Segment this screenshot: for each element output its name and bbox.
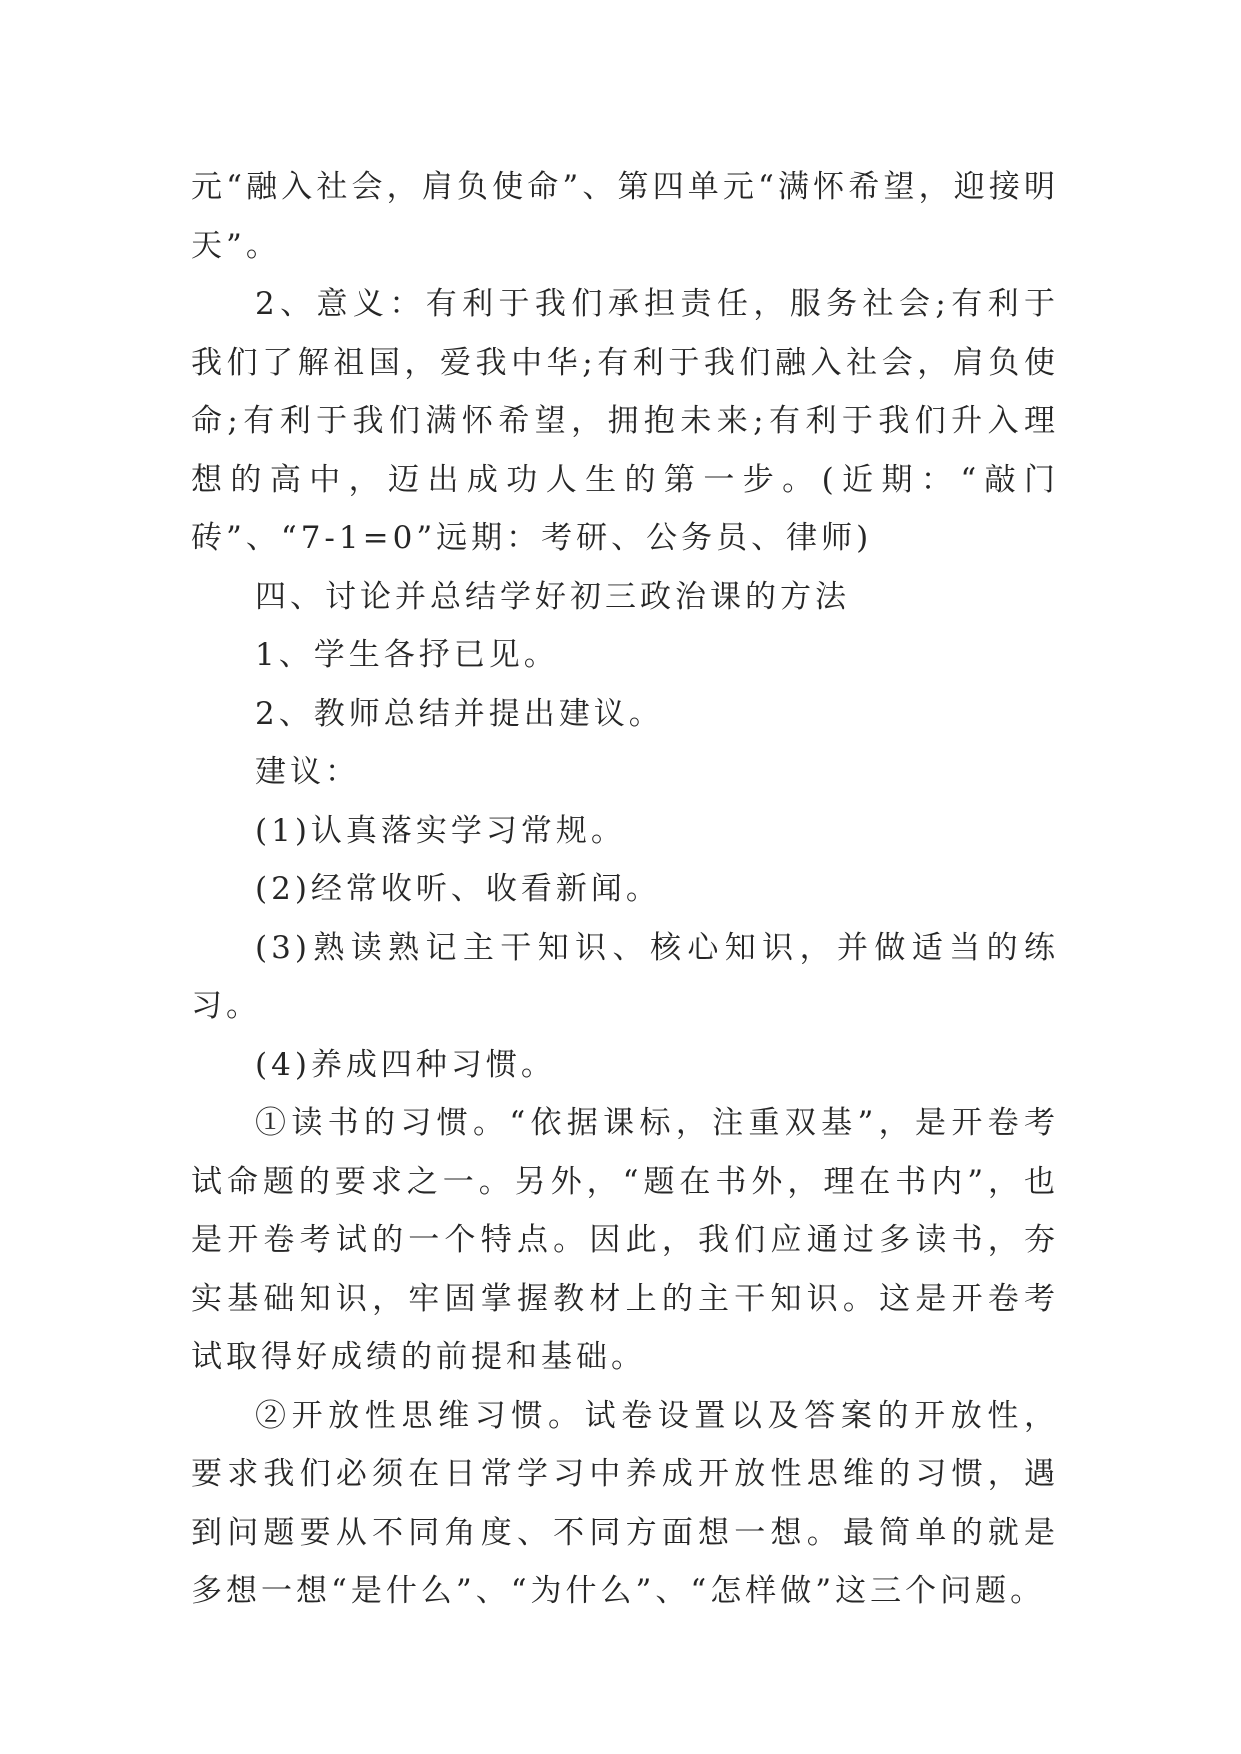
section-heading-methods: 四、讨论并总结学好初三政治课的方法 bbox=[255, 578, 850, 615]
paragraph-continuation: 元“融入社会，肩负使命”、第四单元“满怀希望，迎接明天”。 bbox=[191, 169, 1059, 264]
paragraph-teacher-summary: 2、教师总结并提出建议。 bbox=[255, 695, 664, 732]
list-item-suggestion-1: (1)认真落实学习常规。 bbox=[255, 812, 626, 849]
list-item-suggestion-4: (4)养成四种习惯。 bbox=[255, 1046, 556, 1083]
paragraph-students-opinions: 1、学生各抒已见。 bbox=[255, 637, 559, 673]
list-item-suggestion-2: (2)经常收听、收看新闻。 bbox=[255, 871, 661, 907]
paragraph-reading-habit: ①读书的习惯。“依据课标，注重双基”，是开卷考试命题的要求之一。另外，“题在书外，理在书内”，也是开卷考试的一个特点。因此，我们应通过多读书，夯实基础知识，牢固掌握教材上的主干知识。这是开卷考试取得好成绩的前提和基础。 bbox=[191, 1105, 1059, 1375]
list-item-suggestion-3: (3)熟读熟记主干知识、核心知识，并做适当的练习。 bbox=[191, 929, 1059, 1024]
document-body bbox=[191, 158, 1059, 1621]
paragraph-significance: 2、意义：有利于我们承担责任，服务社会;有利于我们了解祖国，爱我中华;有利于我们融入社会，肩负使命;有利于我们满怀希望，拥抱未来;有利于我们升入理想的高中，迈出成功人生的第一步。(近期：“敲门砖”、“7-1=0”远期：考研、公务员、律师) bbox=[191, 286, 1059, 556]
paragraph-open-thinking-habit: ②开放性思维习惯。试卷设置以及答案的开放性，要求我们必须在日常学习中养成开放性思维的习惯，遇到问题要从不同角度、不同方面想一想。最简单的就是多想一想“是什么”、“为什么”、“怎样做”这三个问题。 bbox=[191, 1397, 1059, 1609]
paragraph-suggestions-label: 建议： bbox=[255, 754, 360, 790]
